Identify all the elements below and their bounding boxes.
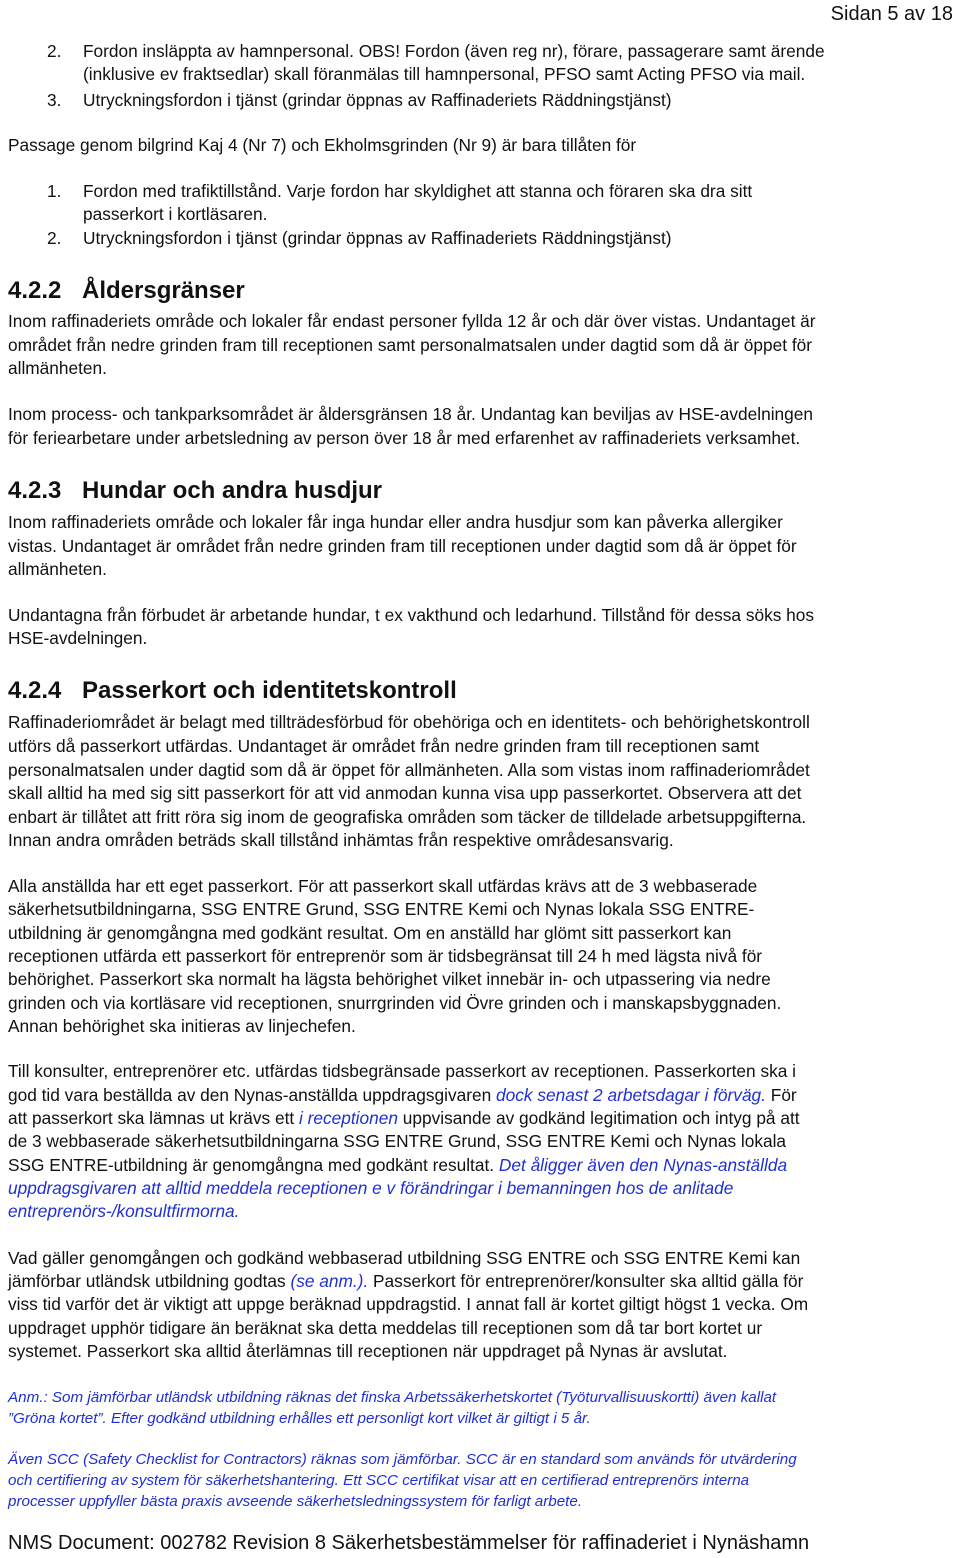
paragraph-line: Passage genom bilgrind Kaj 4 (Nr 7) och Ekholmsgrinden (Nr 9) är bara tillåten för [8, 135, 637, 155]
note-line: ”Gröna kortet”. Efter godkänd utbildning erhålles ett personligt kort vilket är giltigt i 5 år. [8, 1410, 591, 1427]
note-line: och certifiering av system för säkerhetshantering. Ett SCC certifikat visar att en certifierad entreprenörs interna [8, 1472, 750, 1489]
list-item-line: passerkort i kortläsaren. [83, 204, 268, 224]
paragraph-line: uppdraget upphör tidigare än beräknat ska detta meddelas till receptionen som då tar bort kortet ur [8, 1318, 763, 1338]
section-title: Passerkort och identitetskontroll [82, 677, 457, 704]
section-number: 4.2.2 [8, 277, 62, 304]
paragraph-line: Innan andra områden beträds skall tillstånd inhämtas från respektive områdesansvarig. [8, 830, 674, 850]
paragraph-line: behörighet. Passerkort ska normalt ha lägsta behörighet vilket innebär in- och utpassering via nedre [8, 969, 771, 989]
document-footer: NMS Document: 002782 Revision 8 Säkerhetsbestämmelser för raffinaderiet i Nynäshamn [8, 1532, 810, 1554]
emphasis-blue: i receptionen [299, 1108, 398, 1128]
paragraph-line [8, 1107, 800, 1130]
paragraph-line: allmänheten. [8, 559, 107, 579]
paragraph-line: området från nedre grinden fram till receptionen samt personalmatsalen under dagtid som då är öppet för [8, 335, 813, 355]
paragraph-line: de 3 webbaserade säkerhetsutbildningarna SSG ENTRE Grund, SSG ENTRE Kemi och Nynas lokala [8, 1131, 787, 1151]
paragraph-line: allmänheten. [8, 358, 107, 378]
text-run: För [765, 1085, 797, 1105]
emphasis-blue: dock senast 2 arbetsdagar i förväg. [496, 1085, 766, 1105]
text-run: att passerkort ska lämnas ut krävs ett [8, 1108, 300, 1128]
list-number: 2. [47, 228, 62, 248]
text-run: jämförbar utländsk utbildning godtas [8, 1271, 291, 1291]
paragraph-line: viss tid varför det är viktigt att uppge beräknad uppdragstid. I annat fall är kortet giltigt högst 1 vecka. Om [8, 1294, 809, 1314]
section-heading-age-limits [8, 276, 245, 306]
paragraph-line: grinden och via kortläsare vid receptionen, snurrgrinden vid Övre grinden och i manskapsbyggnaden. [8, 993, 782, 1013]
paragraph-line: Inom process- och tankparksområdet är åldersgränsen 18 år. Undantag kan beviljas av HSE-avdelningen [8, 404, 813, 424]
list-item-line: Utryckningsfordon i tjänst (grindar öppnas av Raffinaderiets Räddningstjänst) [83, 90, 672, 110]
paragraph-line [8, 1270, 803, 1293]
paragraph-line: skall alltid ha med sig sitt passerkort för att vid anmodan kunna visa upp passerkortet. Observera att det [8, 783, 802, 803]
paragraph-line: receptionen utfärda ett passerkort för entreprenör som är tidsbegränsat till 24 h med lägsta nivå för [8, 946, 763, 966]
emphasis-blue-line: uppdragsgivaren att alltid meddela receptionen e v förändringar i bemanningen hos de anlitade [8, 1178, 734, 1198]
list-item-line: Fordon med trafiktillstånd. Varje fordon har skyldighet att stanna och föraren ska dra sitt [83, 181, 753, 201]
text-run: SSG ENTRE-utbildning är genomgångna med godkänt resultat. [8, 1155, 499, 1175]
list-number: 3. [47, 90, 62, 110]
section-heading-pets [8, 476, 382, 506]
page-number-label: Sidan 5 av 18 [830, 3, 953, 25]
list-item-line: (inklusive ev fraktsedlar) skall föranmälas till hamnpersonal, PFSO samt Acting PFSO via mail. [83, 64, 806, 84]
paragraph-line: vistas. Undantaget är området från nedre grinden fram till receptionen under dagtid som då är öppet för [8, 536, 797, 556]
note-line: Anm.: Som jämförbar utländsk utbildning räknas det finska Arbetssäkerhetskortet (Työturvallisuuskortti) även kallat [8, 1389, 777, 1406]
list-number: 1. [47, 181, 62, 201]
list-item-line: Fordon insläppta av hamnpersonal. OBS! Fordon (även reg nr), förare, passagerare samt ärende [83, 41, 825, 61]
paragraph-line: utförs då passerkort utfärdas. Undantaget är området från nedre grinden fram till receptionen samt [8, 736, 760, 756]
note-line: processer uppfyller bästa praxis avseende säkerhetsledningssystem för farligt arbete. [8, 1493, 583, 1510]
emphasis-blue-line: entreprenörs-/konsultfirmorna. [8, 1201, 240, 1221]
text-run: Passerkort för entreprenörer/konsulter ska alltid gälla för [368, 1271, 804, 1291]
text-run: god tid vara beställda av den Nynas-anställda uppdragsgivaren [8, 1085, 497, 1105]
paragraph-line: systemet. Passerkort ska alltid återlämnas till receptionen när uppdraget på Nynas är avslutat. [8, 1341, 728, 1361]
paragraph-line: Alla anställda har ett eget passerkort. För att passerkort skall utfärdas krävs att de 3 webbaserade [8, 876, 758, 896]
paragraph-line: enbart är tillåtet att fritt röra sig inom de geografiska områden som täcker de tilldelade arbetsuppgifterna. [8, 807, 807, 827]
text-run: uppvisande av godkänd legitimation och intyg på att [397, 1108, 800, 1128]
paragraph-line: Undantagna från förbudet är arbetande hundar, t ex vakthund och ledarhund. Tillstånd för dessa söks hos [8, 605, 815, 625]
note-line: Även SCC (Safety Checklist for Contractors) räknas som jämförbar. SCC är en standard som används för utvärdering [8, 1451, 797, 1468]
emphasis-blue: (se anm.). [290, 1271, 369, 1291]
paragraph-line: personalmatsalen under dagtid som då är öppet för allmänheten. Alla som vistas inom raffinaderiområdet [8, 760, 810, 780]
section-heading-pass-cards [8, 676, 457, 706]
paragraph-line: för feriearbetare under arbetsledning av person över 18 år med erfarenhet av raffinaderiets verksamhet. [8, 428, 801, 448]
paragraph-line: Till konsulter, entreprenörer etc. utfärdas tidsbegränsade passerkort av receptionen. Passerkorten ska i [8, 1061, 796, 1081]
list-number: 2. [47, 41, 62, 61]
emphasis-blue: Det åligger även den Nynas-anställda [498, 1155, 788, 1175]
section-number: 4.2.3 [8, 477, 62, 504]
paragraph-line: säkerhetsutbildningarna, SSG ENTRE Grund, SSG ENTRE Kemi och Nynas lokala SSG ENTRE- [8, 899, 755, 919]
paragraph-line: Inom raffinaderiets område och lokaler får endast personer fyllda 12 år och där över vistas. Undantaget är [8, 311, 816, 331]
paragraph-line: HSE-avdelningen. [8, 628, 148, 648]
paragraph-line: Annan behörighet ska initieras av linjechefen. [8, 1016, 356, 1036]
list-item-line: Utryckningsfordon i tjänst (grindar öppnas av Raffinaderiets Räddningstjänst) [83, 228, 672, 248]
section-number: 4.2.4 [8, 677, 62, 704]
paragraph-line [8, 1084, 797, 1107]
paragraph-line: Raffinaderiområdet är belagt med tillträdesförbud för obehöriga och en identitets- och behörighetskontroll [8, 712, 810, 732]
paragraph-line [8, 1154, 787, 1177]
paragraph-line: Vad gäller genomgången och godkänd webbaserad utbildning SSG ENTRE och SSG ENTRE Kemi kan [8, 1248, 801, 1268]
paragraph-line: utbildning är genomgångna med godkänt resultat. Om en anställd har glömt sitt passerkort kan [8, 923, 732, 943]
paragraph-line: Inom raffinaderiets område och lokaler får inga hundar eller andra husdjur som kan påverka allergiker [8, 512, 783, 532]
section-title: Hundar och andra husdjur [82, 477, 383, 504]
section-title: Åldersgränser [82, 277, 245, 304]
